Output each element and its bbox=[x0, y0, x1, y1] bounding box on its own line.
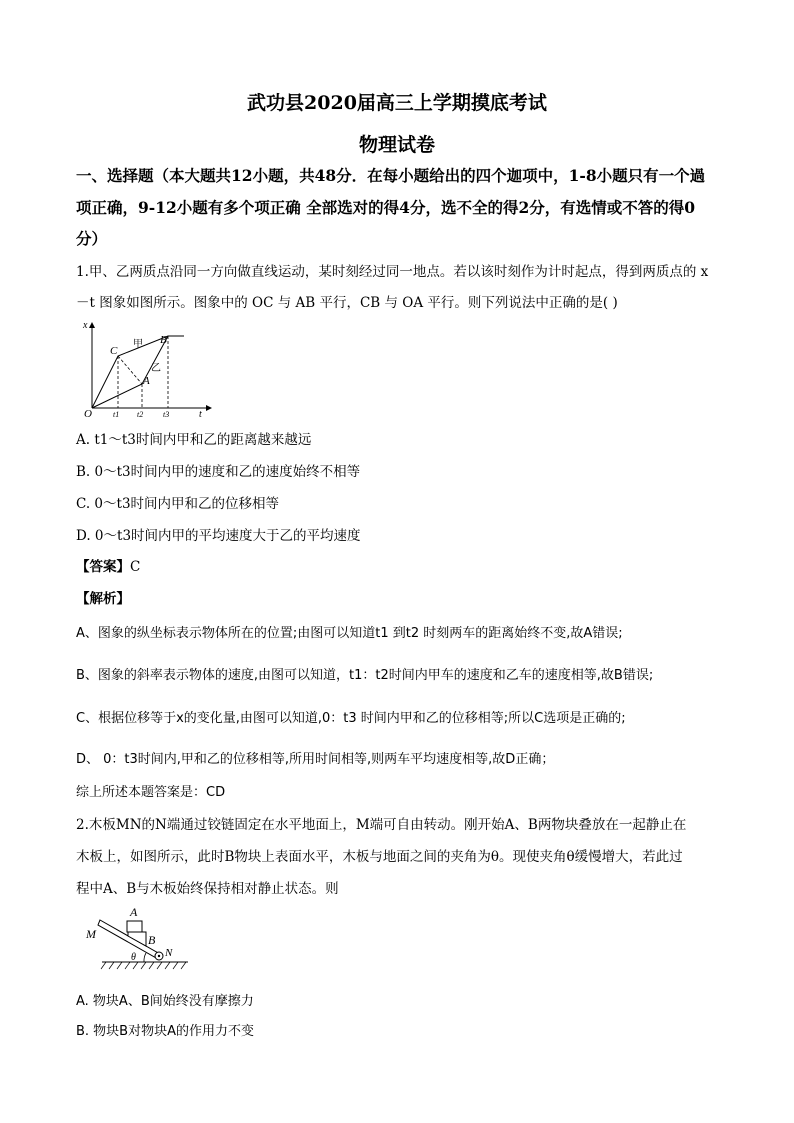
block-b-label: B bbox=[148, 933, 156, 947]
question-2-stem-line: 程中A、B与木板始终保持相对静止状态。则 bbox=[76, 881, 339, 897]
question-1-xt-graph bbox=[80, 316, 215, 418]
q2-option-a: A. 物块A、B间始终没有摩擦力 bbox=[76, 994, 254, 1009]
question-2-stem-line: 木板上，如图所示，此时B物块上表面水平，木板与地面之间的夹角为θ。现使夹角θ缓慢增大，若此过 bbox=[76, 849, 683, 865]
jia-label: 甲 bbox=[133, 339, 143, 350]
point-c-label: C bbox=[110, 345, 118, 357]
analysis-line: C、根据位移等于x的变化量,由图可以知道,0：t3 时间内甲和乙的位移相等;所以C选项是正确的; bbox=[76, 711, 626, 726]
section-heading-line: 项正确，9-12小题有多个项正确 全部选对的得4分，选不全的得2分，有选情或不答的得0 bbox=[76, 198, 696, 217]
end-m-label: M bbox=[86, 927, 96, 941]
point-b-label: B bbox=[160, 334, 167, 346]
analysis-line: A、图象的纵坐标表示物体所在的位置;由图可以知道t1 到t2 时刻两车的距离始终不变,故A错误; bbox=[76, 626, 623, 641]
analysis-line: D、 0：t3时间内,甲和乙的位移相等,所用时间相等,则两车平均速度相等,故D正确； bbox=[76, 752, 555, 767]
origin-label: O bbox=[84, 408, 92, 418]
option-d: D. 0～t3时间内甲的平均速度大于乙的平均速度 bbox=[76, 528, 361, 544]
t3-label: t3 bbox=[163, 410, 170, 418]
end-n-label: N bbox=[165, 947, 173, 959]
point-a-label: A bbox=[143, 375, 150, 387]
option-b: B. 0～t3时间内甲的速度和乙的速度始终不相等 bbox=[76, 464, 361, 480]
y-axis-label: x bbox=[83, 320, 88, 331]
t2-label: t2 bbox=[137, 410, 144, 418]
answer-line bbox=[76, 555, 140, 575]
question-1-stem-line: 1.甲、乙两质点沿同一方向做直线运动，某时刻经过同一地点。若以该时刻作为计时起点，得到两质点的 x bbox=[76, 264, 709, 280]
x-axis-label: t bbox=[199, 409, 202, 418]
summary-line: 综上所述本题答案是：CD bbox=[76, 785, 226, 800]
block-a-label: A bbox=[130, 905, 138, 919]
yi-label: 乙 bbox=[151, 363, 161, 374]
theta-label: θ bbox=[131, 952, 136, 963]
section-heading-line: 分） bbox=[76, 229, 108, 248]
option-a: A. t1～t3时间内甲和乙的距离越来越远 bbox=[76, 432, 312, 448]
answer-value: C bbox=[130, 559, 141, 575]
analysis-line: B、图象的斜率表示物体的速度,由图可以知道，t1：t2时间内甲车的速度和乙车的速度相等,故B错误; bbox=[76, 668, 654, 683]
t1-label: t1 bbox=[113, 410, 120, 418]
analysis-tag: 【解析】 bbox=[76, 591, 130, 607]
page-title: 武功县2020届高三上学期摸底考试 bbox=[247, 92, 547, 114]
answer-tag: 【答案】 bbox=[76, 559, 130, 575]
option-c: C. 0～t3时间内甲和乙的位移相等 bbox=[76, 496, 280, 512]
q2-option-b: B. 物块B对物块A的作用力不变 bbox=[76, 1024, 254, 1039]
page-subtitle: 物理试卷 bbox=[358, 134, 435, 156]
question-1-stem-line: －t 图象如图所示。图象中的 OC 与 AB 平行，CB 与 OA 平行。则下列说法中正确的是( ) bbox=[76, 295, 618, 311]
question-2-stem-line: 2.木板MN的N端通过铰链固定在水平地面上，M端可自由转动。刚开始A、B两物块叠放在一起静止在 bbox=[76, 817, 687, 833]
question-2-incline-figure bbox=[82, 904, 192, 972]
section-heading-line: 一、选择题（本大题共12小题，共48分．在每小题给出的四个迦项中，1-8小题只有一个過 bbox=[76, 166, 706, 185]
